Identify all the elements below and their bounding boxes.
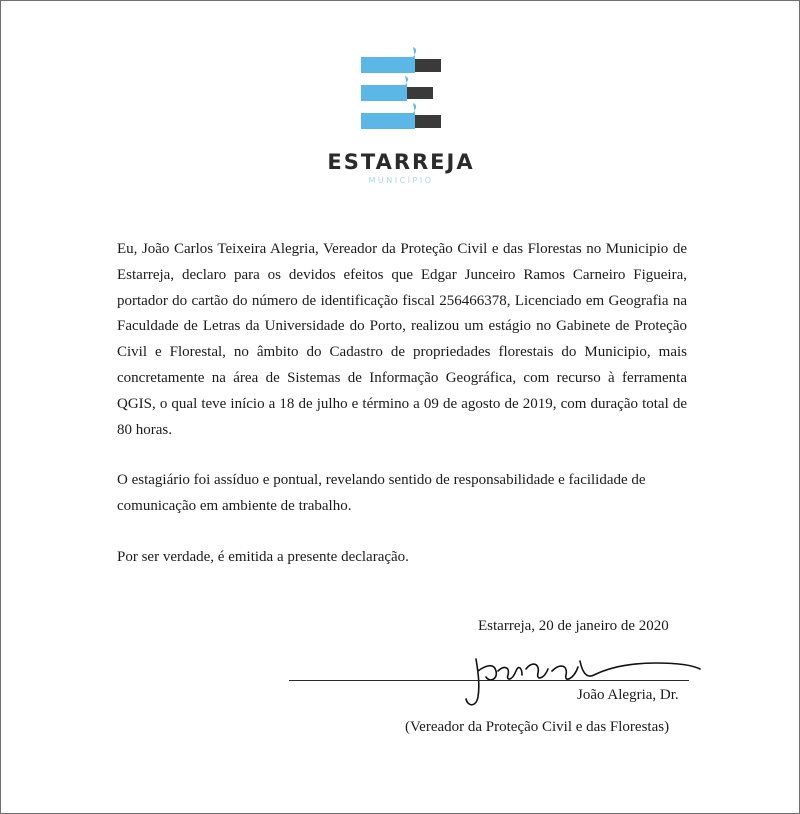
signature-line (289, 680, 689, 681)
place-date: Estarreja, 20 de janeiro de 2020 (478, 618, 669, 634)
logo-bar-top (361, 47, 441, 73)
logo-bar-bottom (361, 103, 441, 129)
paragraph-closing: Por ser verdade, é emitida a presente declaração. (117, 548, 409, 565)
paragraph-evaluation: O estagiário foi assíduo e pontual, revelando sentido de responsabilidade e facilidade de comunicação em ambiente de trabalho. (117, 472, 646, 515)
logo-bar-middle (361, 76, 433, 101)
signer-title: (Vereador da Proteção Civil e das Florestas) (405, 719, 670, 735)
estarreja-logo-icon (353, 45, 449, 133)
brand-subtitle: MUNICÍPIO (368, 176, 434, 185)
paragraph-declaration: Eu, João Carlos Teixeira Alegria, Vereador da Proteção Civil e das Florestas no Municipio de Estarreja, declaro para os devidos efeitos que Edgar Junceiro Ramos Carneiro Figueira, portador do cartão do número de identificação fiscal 256466378, Licenciado em Geografia na Faculdade de Letras da Universidade do Porto, realizou um estágio no Gabinete de Proteção Civil e Florestal, no âmbito do Cadastro de propriedades florestais do Municipio, mais concretamente na área de Sistemas de Informação Geográfica, com recurso à ferramenta QGIS, o qual teve início a 18 de julho e término a 09 de agosto de 2019, com duração total de 80 horas. (117, 241, 687, 438)
signer-name: João Alegria, Dr. (577, 687, 679, 703)
brand-name: ESTARREJA (327, 150, 475, 174)
declaration-body (117, 237, 687, 596)
